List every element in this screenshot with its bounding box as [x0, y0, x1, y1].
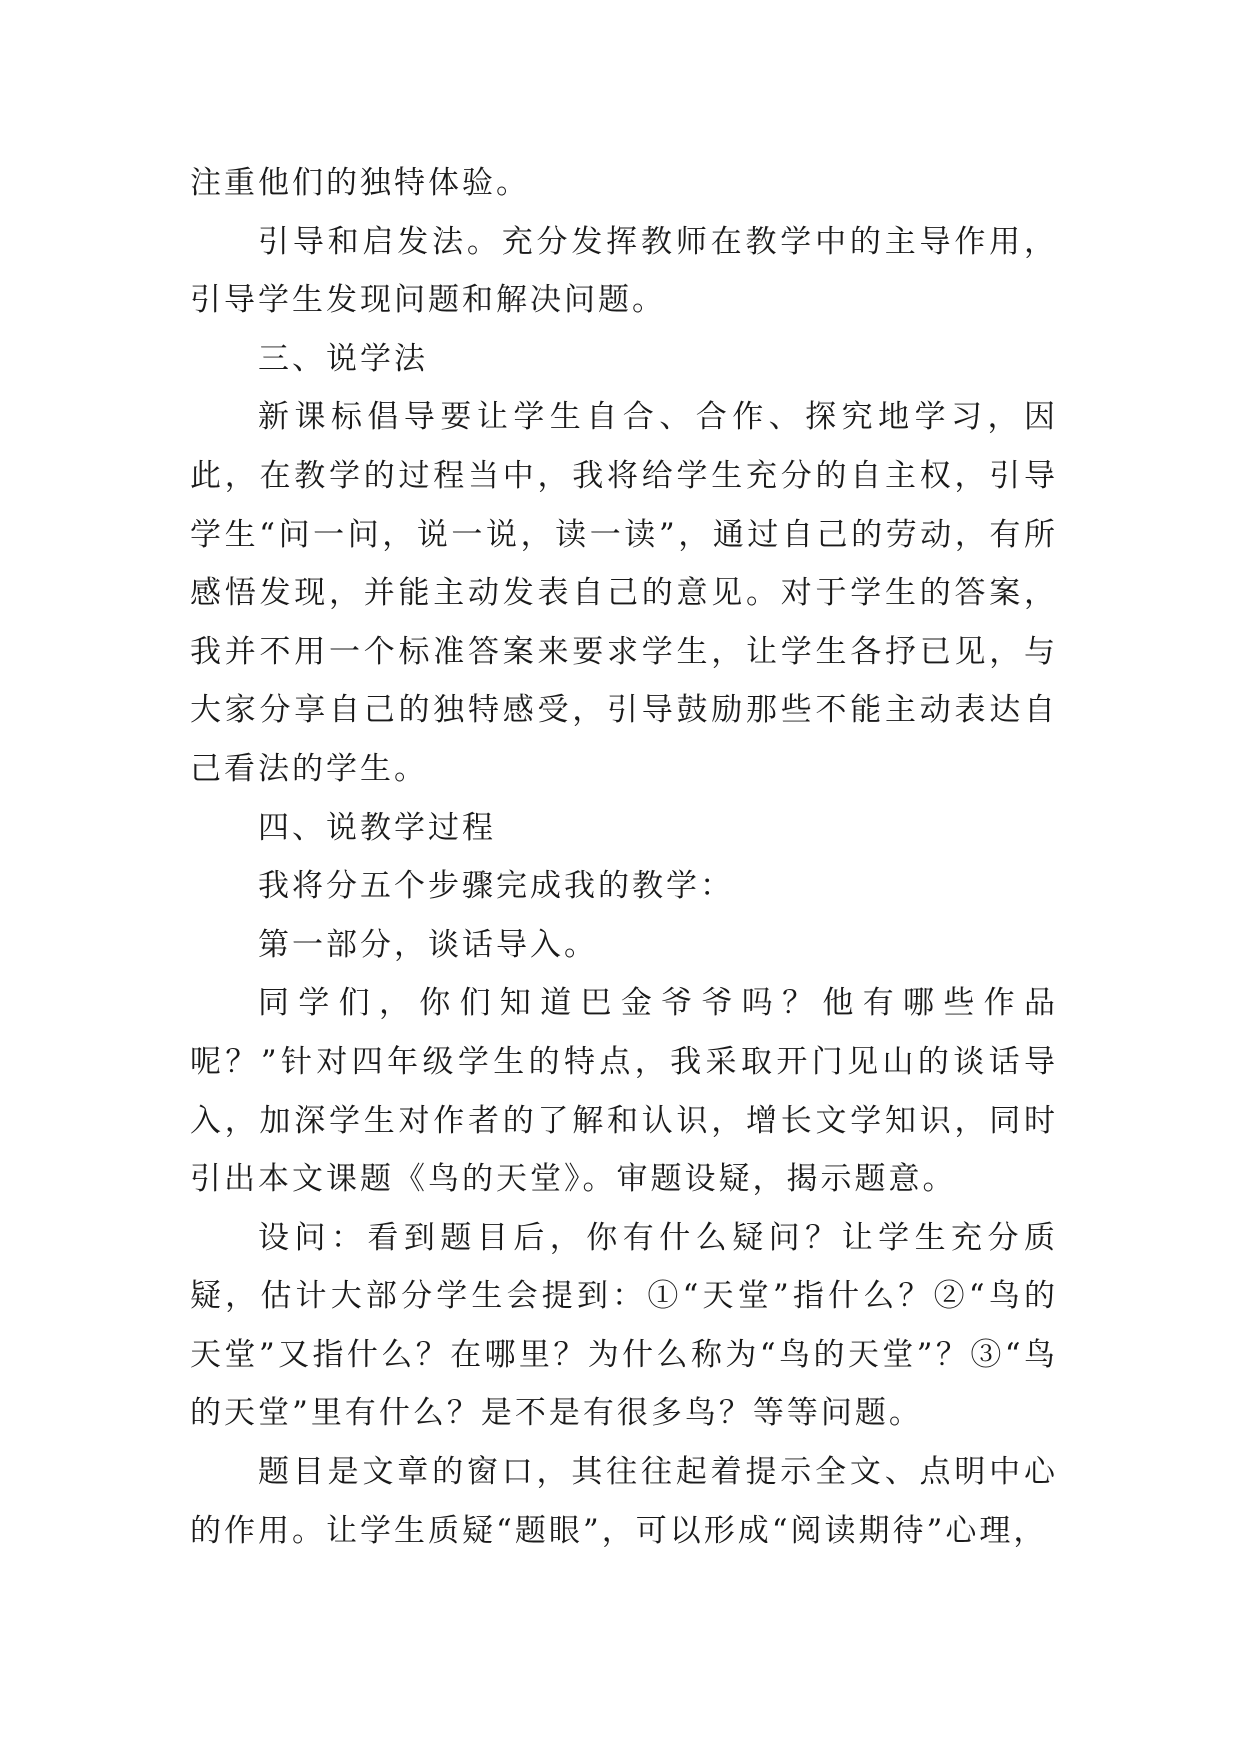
paragraph-five-steps: 我将分五个步骤完成我的教学： — [258, 868, 734, 905]
paragraph-part-one: 第一部分，谈话导入。 — [258, 926, 598, 963]
document-body — [190, 154, 1058, 1560]
section-heading-learning-method: 三、说学法 — [258, 340, 428, 377]
paragraph-continuation: 注重他们的独特体验。 — [190, 165, 530, 201]
paragraph-learning-method: 新课标倡导要让学生自合、合作、探究地学习，因此，在教学的过程当中，我将给学生充分的自主权，引导学生“问一问，说一说，读一读”，通过自己的劳动，有所感悟发现，并能主动发表自己的意见。对于学生的答案，我并不用一个标准答案来要求学生，让学生各抒已见，与大家分享自己的独特感受，引导鼓励那些不能主动表达自己看法的学生。 — [190, 399, 1058, 787]
paragraph-guidance-method: 引导和启发法。充分发挥教师在教学中的主导作用，引导学生发现问题和解决问题。 — [190, 223, 1058, 319]
section-heading-teaching-process: 四、说教学过程 — [258, 809, 496, 846]
paragraph-title-window: 题目是文章的窗口，其往往起着提示全文、点明中心的作用。让学生质疑“题眼”，可以形成“阅读期待”心理， — [190, 1454, 1058, 1549]
paragraph-questions: 设问：看到题目后，你有什么疑问？让学生充分质疑，估计大部分学生会提到：①“天堂”指什么？②“鸟的天堂”又指什么？在哪里？为什么称为“鸟的天堂”？③“鸟的天堂”里有什么？是不是有很多鸟？等等问题。 — [190, 1219, 1058, 1432]
paragraph-introduction: 同学们，你们知道巴金爷爷吗？他有哪些作品呢？”针对四年级学生的特点，我采取开门见山的谈话导入，加深学生对作者的了解和认识，增长文学知识，同时引出本文课题《鸟的天堂》。审题设疑，揭示题意。 — [190, 985, 1058, 1198]
